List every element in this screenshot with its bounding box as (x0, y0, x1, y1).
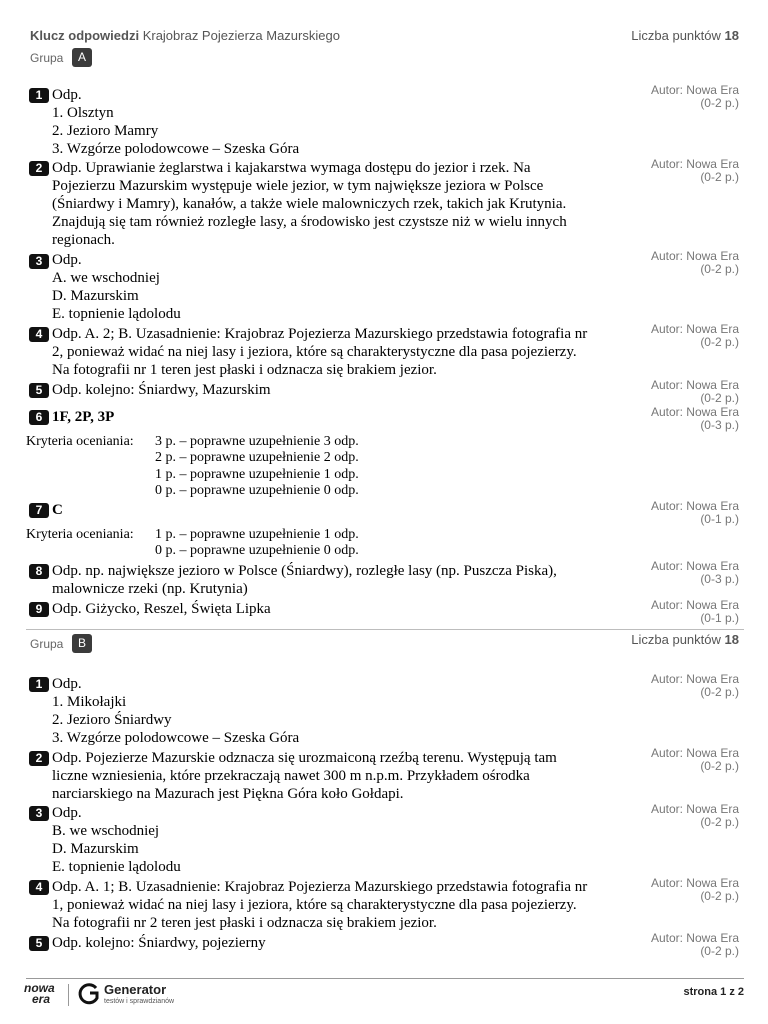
author: Autor: Nowa Era (650, 157, 739, 171)
points: (0-2 p.) (700, 815, 739, 829)
author-info (651, 250, 739, 276)
answer (52, 934, 632, 952)
points: (0-2 p.) (700, 96, 739, 110)
answer (52, 501, 632, 519)
answer (52, 159, 632, 249)
author: Autor: Nowa Era (650, 672, 739, 686)
author: Autor: Nowa Era (650, 931, 739, 945)
question-number: 2 (29, 161, 49, 176)
generator-logo-icon (77, 982, 101, 1011)
question-number: 4 (29, 327, 49, 342)
author: Autor: Nowa Era (650, 405, 739, 419)
group-label-a: Grupa (30, 51, 64, 65)
answer-line: 3. Wzgórze polodowcowe – Szeska Góra (52, 141, 300, 157)
author-info (651, 877, 739, 903)
author: Autor: Nowa Era (650, 322, 739, 336)
title-rest: Krajobraz Pojezierza Mazurskiego (142, 28, 340, 43)
points: (0-2 p.) (700, 889, 739, 903)
answer-line: 1. Olsztyn (52, 105, 114, 121)
points-label: Liczba punktów (631, 28, 721, 43)
points: (0-2 p.) (700, 759, 739, 773)
answer-line: Odp. (52, 252, 82, 268)
question-number: 8 (29, 564, 49, 579)
group-badge-b: B (72, 634, 92, 653)
question-number: 3 (29, 806, 49, 821)
points: (0-2 p.) (700, 170, 739, 184)
question-number: 7 (29, 503, 49, 518)
points-label: Liczba punktów (631, 632, 721, 647)
title-bold: Klucz odpowiedzi (30, 28, 140, 43)
answer-line: 3. Wzgórze polodowcowe – Szeska Góra (52, 730, 300, 746)
answer-line: D. Mazurskim (52, 288, 139, 304)
author-info (651, 379, 739, 405)
answer (52, 562, 632, 598)
answer-line: Na fotografii nr 1 teren jest płaski i odznacza się brakiem jezior. (52, 362, 437, 378)
author-info (651, 84, 739, 110)
answer (52, 325, 632, 379)
question-number: 3 (29, 254, 49, 269)
criteria-label: Kryteria oceniania: (26, 527, 134, 542)
author: Autor: Nowa Era (650, 746, 739, 760)
answer-line: Odp. Uprawianie żeglarstwa i kajakarstwa wymaga dostępu do jezior i rzek. Na (52, 160, 531, 176)
generator-logo (104, 983, 174, 1006)
answer-line: B. we wschodniej (52, 823, 160, 839)
question-number: 1 (29, 88, 49, 103)
criteria-line: 1 p. – poprawne uzupełnienie 1 odp. (155, 527, 359, 542)
answer-line: liczne wzniesienia, które przekraczają nawet 300 m n.p.m. Przykładem ośrodka (52, 768, 530, 784)
answer-line: Odp. kolejno: Śniardwy, pojezierny (52, 935, 266, 951)
points: (0-2 p.) (700, 685, 739, 699)
criteria-line: 1 p. – poprawne uzupełnienie 1 odp. (155, 466, 359, 482)
footer-logo-divider (68, 984, 69, 1006)
question-number: 2 (29, 751, 49, 766)
answer-line: Odp. (52, 805, 82, 821)
author: Autor: Nowa Era (650, 249, 739, 263)
group-badge-a: A (72, 48, 92, 67)
author: Autor: Nowa Era (650, 559, 739, 573)
points: (0-1 p.) (700, 512, 739, 526)
answer-line: Odp. np. największe jezioro w Polsce (Śniardwy), rozległe lasy (np. Puszcza Piska), (52, 563, 557, 579)
author-info (651, 406, 739, 432)
author-info (651, 803, 739, 829)
author: Autor: Nowa Era (650, 876, 739, 890)
points: (0-2 p.) (700, 391, 739, 405)
answer-line: narciarskiego na Mazurach jest Piękna Góra koło Gołdapi. (52, 786, 404, 802)
answer (52, 749, 632, 803)
points-value: 18 (724, 28, 739, 43)
answer-line: Znajdują się tam również rozległe lasy, a środowisko jest czystsze niż w wielu innych (52, 214, 567, 230)
points-total-b (631, 632, 739, 647)
points: (0-3 p.) (700, 572, 739, 586)
answer-line: Odp. Giżycko, Reszel, Święta Lipka (52, 601, 271, 617)
generator-title: Generator (104, 982, 167, 997)
answer-line: A. we wschodniej (52, 270, 160, 286)
points: (0-2 p.) (700, 335, 739, 349)
question-number: 6 (29, 410, 49, 425)
group-separator (26, 629, 744, 630)
author-info (651, 323, 739, 349)
answer-line: E. topnienie lądolodu (52, 306, 181, 322)
criteria-line: 2 p. – poprawne uzupełnienie 2 odp. (155, 450, 359, 466)
answer-line: Odp. (52, 87, 82, 103)
answer (52, 251, 632, 323)
answer-line: Odp. Pojezierze Mazurskie odznacza się urozmaiconą rzeźbą terenu. Występują tam (52, 750, 557, 766)
question-number: 9 (29, 602, 49, 617)
footer-divider (26, 978, 744, 979)
points: (0-3 p.) (700, 418, 739, 432)
answer-line: Odp. A. 1; B. Uzasadnienie: Krajobraz Pojezierza Mazurskiego przedstawia fotografia nr (52, 879, 588, 895)
answer (52, 878, 632, 932)
author: Autor: Nowa Era (650, 499, 739, 513)
criteria-list (155, 527, 359, 560)
question-number: 5 (29, 383, 49, 398)
logo-era: era (32, 992, 51, 1006)
question-number: 4 (29, 880, 49, 895)
answer-line: 2. Jezioro Mamry (52, 123, 159, 139)
points: (0-2 p.) (700, 944, 739, 958)
document-title (30, 28, 340, 43)
nowa-era-logo (24, 983, 62, 1009)
answer (52, 408, 632, 426)
criteria-list (155, 434, 359, 499)
logo-nowa: nowa (24, 981, 55, 995)
answer (52, 600, 632, 618)
points-value: 18 (724, 632, 739, 647)
points: (0-1 p.) (700, 611, 739, 625)
question-number: 1 (29, 677, 49, 692)
criteria-line: 0 p. – poprawne uzupełnienie 0 odp. (155, 543, 359, 559)
answer-line: 2. Jezioro Śniardwy (52, 712, 172, 728)
answer-line: 2, ponieważ widać na niej lasy i jeziora, które są charakterystyczne dla pasa pojezierzy. (52, 344, 577, 360)
answer-line: Pojezierzu Mazurskim występuje wiele jezior, w tym największe jeziora w Polsce (52, 178, 544, 194)
points: (0-2 p.) (700, 262, 739, 276)
author-info (651, 500, 739, 526)
generator-subtitle: testów i sprawdzianów (104, 998, 175, 1005)
author-info (651, 599, 739, 625)
author: Autor: Nowa Era (650, 83, 739, 97)
author-info (651, 747, 739, 773)
answer (52, 86, 632, 158)
answer (52, 804, 632, 876)
criteria-line: 3 p. – poprawne uzupełnienie 3 odp. (155, 434, 359, 449)
answer-line: Na fotografii nr 2 teren jest płaski i odznacza się brakiem jezior. (52, 915, 437, 931)
answer-line: E. topnienie lądolodu (52, 859, 181, 875)
author-info (651, 560, 739, 586)
author: Autor: Nowa Era (650, 378, 739, 392)
group-label-b: Grupa (30, 637, 64, 651)
author-info (651, 932, 739, 958)
criteria-line: 0 p. – poprawne uzupełnienie 0 odp. (155, 482, 359, 498)
answer-line: C (52, 502, 63, 518)
answer-line: 1. Mikołajki (52, 694, 127, 710)
author: Autor: Nowa Era (650, 598, 739, 612)
answer-line: Odp. A. 2; B. Uzasadnienie: Krajobraz Pojezierza Mazurskiego przedstawia fotografia nr (52, 326, 588, 342)
answer (52, 675, 632, 747)
answer-line: 1, ponieważ widać na niej lasy i jeziora, które są charakterystyczne dla pasa pojezierzy. (52, 897, 577, 913)
answer-line: D. Mazurskim (52, 841, 139, 857)
answer-line: Odp. (52, 676, 82, 692)
author-info (651, 673, 739, 699)
answer (52, 381, 632, 399)
author-info (651, 158, 739, 184)
answer-line: Odp. kolejno: Śniardwy, Mazurskim (52, 382, 271, 398)
question-number: 5 (29, 936, 49, 951)
answer-line: malownicze rzeki (np. Krutynia) (52, 581, 248, 597)
answer-line: 1F, 2P, 3P (52, 409, 115, 425)
author: Autor: Nowa Era (650, 802, 739, 816)
answer-line: (Śniardwy i Mamry), kanałów, a także wiele malowniczych rzek, takich jak Krutynia. (52, 196, 567, 212)
points-total (631, 28, 739, 43)
page-number: strona 1 z 2 (683, 986, 744, 998)
criteria-label: Kryteria oceniania: (26, 434, 134, 449)
answer-line: regionach. (52, 232, 115, 248)
